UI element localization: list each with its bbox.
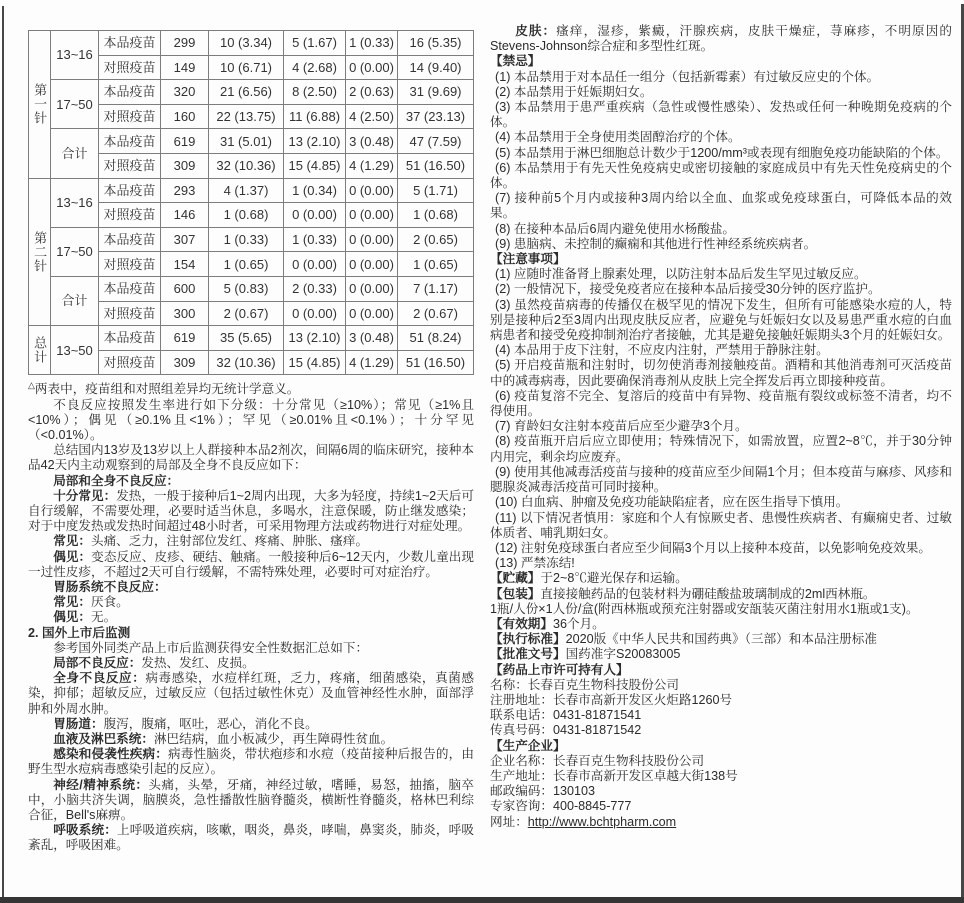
paragraph-text: (13) 严禁冻结! bbox=[495, 556, 575, 571]
paragraph-text: 瘙痒，湿疹，紫癜，汗腺疾病，皮肤干燥症，荨麻疹，不明原因的Stevens-Johnson综合症和多型性红斑。 bbox=[490, 24, 953, 54]
paragraph bbox=[28, 595, 474, 610]
table-cell: 13~50 bbox=[51, 326, 99, 375]
paragraph-text: 直接接触药品的包装材料为硼硅酸盐玻璃制成的2ml西林瓶。 bbox=[540, 586, 876, 601]
table-cell: 15 (4.85) bbox=[284, 350, 346, 375]
paragraph bbox=[490, 85, 952, 100]
table-cell: 1 (0.34) bbox=[284, 178, 346, 203]
paragraph-text: 于2~8℃避光保存和运输。 bbox=[540, 571, 688, 586]
section-heading bbox=[490, 739, 952, 754]
table-cell: 本品疫苗 bbox=[99, 227, 161, 252]
paragraph bbox=[28, 641, 474, 656]
table-cell: 51 (16.50) bbox=[398, 350, 474, 375]
table-cell: 22 (13.75) bbox=[209, 104, 284, 129]
paragraph bbox=[28, 671, 474, 717]
adverse-table-body bbox=[29, 31, 474, 375]
table-row bbox=[29, 276, 474, 301]
table-cell: 对照疫苗 bbox=[99, 301, 161, 326]
paragraph bbox=[28, 534, 474, 549]
table-cell: 0 (0.00) bbox=[346, 276, 398, 301]
table-cell: 21 (6.56) bbox=[209, 80, 284, 105]
paragraph bbox=[490, 161, 952, 191]
paragraph bbox=[490, 358, 952, 388]
table-cell: 1 (0.33) bbox=[284, 227, 346, 252]
paragraph bbox=[490, 343, 952, 358]
paragraph-text: 头痛、乏力，注射部位发红、疼痛、肿胀、瘙痒。 bbox=[90, 534, 369, 549]
paragraph bbox=[490, 799, 952, 814]
table-row bbox=[29, 227, 474, 252]
paragraph bbox=[490, 723, 952, 738]
section-heading bbox=[490, 54, 952, 69]
paragraph-text: (12) 注射免疫球蛋白者应至少间隔3个月以上接种本疫苗，以免影响免疫效果。 bbox=[495, 540, 931, 555]
footnote-marker: △ bbox=[28, 380, 35, 391]
paragraph-text: (7) 育龄妇女注射本疫苗后应至少避孕3个月。 bbox=[495, 419, 748, 434]
table-cell: 320 bbox=[161, 80, 209, 105]
paragraph bbox=[28, 474, 474, 489]
table-cell: 本品疫苗 bbox=[99, 178, 161, 203]
table-cell: 32 (10.36) bbox=[209, 153, 284, 178]
table-cell: 4 (1.37) bbox=[209, 178, 284, 203]
table-cell: 32 (10.36) bbox=[209, 350, 284, 375]
table-cell: 第一针 bbox=[29, 31, 51, 179]
paragraph bbox=[490, 222, 952, 237]
paragraph bbox=[490, 389, 952, 419]
table-cell: 总计 bbox=[29, 326, 51, 375]
paragraph-text: (3) 虽然疫苗病毒的传播仅在极罕见的情况下发生，但所有可能感染水痘的人，特别是接种后2至3周内出现皮肤反应者，应避免与妊娠妇女以及易患严重水痘的白血病患者和接受免疫抑制剂治疗者接触，尤其是避免接触妊娠期头3个月的妊娠妇女。 bbox=[490, 297, 952, 343]
paragraph-text: http://www.bchtpharm.com bbox=[527, 814, 677, 829]
paragraph-text: 淋巴结病，血小板减少，再生障碍性贫血。 bbox=[153, 731, 394, 746]
paragraph bbox=[28, 580, 474, 595]
section-heading bbox=[28, 626, 474, 641]
paragraph-label: 常见： bbox=[53, 595, 91, 610]
paragraph-text: 病毒性脑炎，带状疱疹和水痘（疫苗接种后报告的，由野生型水痘病毒感染引起的反应）。 bbox=[28, 747, 475, 777]
paragraph-label: 【执行标准】 bbox=[490, 632, 566, 647]
paragraph bbox=[490, 130, 952, 145]
table-cell: 600 bbox=[161, 276, 209, 301]
table-cell: 第二针 bbox=[29, 178, 51, 326]
paragraph-label: 【生产企业】 bbox=[490, 738, 566, 753]
table-cell: 0 (0.00) bbox=[346, 55, 398, 80]
paragraph bbox=[490, 237, 952, 252]
table-cell: 47 (7.59) bbox=[398, 129, 474, 154]
paragraph-label: 【禁忌】 bbox=[490, 54, 541, 69]
paragraph bbox=[490, 70, 952, 85]
paragraph bbox=[28, 398, 474, 444]
table-cell: 合计 bbox=[51, 276, 99, 325]
paragraph-text: (1) 本品禁用于对本品任一组分（包括新霉素）有过敏反应史的个体。 bbox=[495, 69, 880, 84]
table-cell: 10 (3.34) bbox=[209, 31, 284, 56]
paragraph bbox=[490, 282, 952, 297]
paragraph bbox=[490, 632, 952, 647]
paragraph-text: (4) 本品用于皮下注射，不应皮内注射，严禁用于静脉注射。 bbox=[495, 343, 829, 358]
table-cell: 149 bbox=[161, 55, 209, 80]
table-cell: 本品疫苗 bbox=[99, 129, 161, 154]
paragraph bbox=[490, 693, 952, 708]
table-cell: 13~16 bbox=[51, 31, 99, 80]
table-cell: 17~50 bbox=[51, 227, 99, 276]
table-cell: 1 (0.68) bbox=[398, 203, 474, 228]
table-cell: 14 (9.40) bbox=[398, 55, 474, 80]
right-column bbox=[490, 24, 952, 830]
table-cell: 13 (2.10) bbox=[284, 129, 346, 154]
paragraph bbox=[490, 298, 952, 344]
table-cell: 3 (0.48) bbox=[346, 129, 398, 154]
table-row bbox=[29, 178, 474, 203]
table-cell: 10 (6.71) bbox=[209, 55, 284, 80]
table-cell: 2 (0.33) bbox=[284, 276, 346, 301]
paragraph-text: (2) 本品禁用于妊娠期妇女。 bbox=[495, 84, 653, 99]
table-cell: 37 (23.13) bbox=[398, 104, 474, 129]
left-column bbox=[28, 30, 474, 854]
table-cell: 5 (0.83) bbox=[209, 276, 284, 301]
table-cell: 13 (2.10) bbox=[284, 326, 346, 351]
table-cell: 0 (0.00) bbox=[284, 203, 346, 228]
table-cell: 1 (0.33) bbox=[209, 227, 284, 252]
page-edge-bottom bbox=[0, 897, 964, 903]
table-cell: 0 (0.00) bbox=[346, 203, 398, 228]
paragraph bbox=[28, 823, 474, 853]
section-heading bbox=[490, 252, 952, 267]
paragraph-text: 上呼吸道疾病，咳嗽，咽炎，鼻炎，哮喘，鼻窦炎，肺炎，呼吸紊乱，呼吸困难。 bbox=[28, 823, 475, 853]
paragraph-label: 局部和全身不良反应： bbox=[53, 473, 180, 488]
table-cell: 11 (6.88) bbox=[284, 104, 346, 129]
paragraph-text: 两表中，疫苗组和对照组差异均无统计学意义。 bbox=[34, 382, 300, 397]
paragraph-label: 胃肠系统不良反应： bbox=[53, 579, 167, 594]
paragraph-text: (4) 本品禁用于全身使用类固醇治疗的个体。 bbox=[495, 130, 741, 145]
paragraph bbox=[490, 708, 952, 723]
paragraph-text: 发热、发红、皮损。 bbox=[141, 655, 255, 670]
paragraph-text: (5) 开启疫苗瓶和注射时，切勿使消毒剂接触疫苗。酒精和其他消毒剂可灭活疫苗中的减毒病毒，因此要确保消毒剂从皮肤上完全挥发后再立即接种疫苗。 bbox=[490, 358, 952, 388]
table-cell: 5 (1.67) bbox=[284, 31, 346, 56]
table-row bbox=[29, 80, 474, 105]
paragraph-text: (8) 在接种本品后6周内避免使用水杨酸盐。 bbox=[495, 221, 736, 236]
paragraph-text: 名称：长春百克生物科技股份公司 bbox=[490, 677, 679, 692]
paragraph-label: 偶见： bbox=[53, 610, 91, 625]
adverse-reactions-table bbox=[28, 30, 474, 375]
paragraph-text: 1瓶/人份×1人份/盒(附西林瓶或预充注射器或安瓿装灭菌注射用水1瓶或1支)。 bbox=[490, 601, 919, 616]
paragraph-text: (9) 使用其他减毒活疫苗与接种的疫苗应至少间隔1个月；但本疫苗与麻疹、风疹和腮腺炎减毒活疫苗可同时接种。 bbox=[490, 464, 952, 495]
table-cell: 0 (0.00) bbox=[346, 301, 398, 326]
table-cell: 4 (2.68) bbox=[284, 55, 346, 80]
paragraph-text: 注册地址：长春市高新开发区火炬路1260号 bbox=[490, 692, 733, 707]
table-cell: 31 (9.69) bbox=[398, 80, 474, 105]
paragraph-label: 感染和侵袭性疾病： bbox=[53, 747, 168, 762]
paragraph-text: (11) 以下情况者慎用：家庭和个人有惊厥史者、患慢性疾病者、有癫痫史者、过敏体质者、哺乳期妇女。 bbox=[490, 510, 952, 540]
table-cell: 51 (16.50) bbox=[398, 153, 474, 178]
paragraph-label: 【药品上市许可持有人】 bbox=[490, 662, 629, 677]
paragraph bbox=[490, 419, 952, 434]
paragraph-label: 【贮藏】 bbox=[490, 571, 541, 586]
paragraph bbox=[490, 571, 952, 586]
table-cell: 2 (0.65) bbox=[398, 227, 474, 252]
paragraph bbox=[490, 511, 952, 541]
paragraph-text: (6) 疫苗复溶不完全、复溶后的疫苗中有异物、疫苗瓶有裂纹或标签不清者，均不得使用。 bbox=[490, 388, 952, 419]
website-line bbox=[490, 815, 952, 830]
paragraph-text: (9) 患脑病、未控制的癫痫和其他进行性神经系统疾病者。 bbox=[495, 236, 817, 251]
paragraph-label: 局部不良反应： bbox=[53, 655, 142, 670]
paragraph bbox=[490, 617, 952, 632]
table-cell: 4 (1.29) bbox=[346, 153, 398, 178]
table-cell: 1 (0.65) bbox=[209, 252, 284, 277]
paragraph-label: 皮肤： bbox=[515, 24, 557, 38]
table-cell: 300 bbox=[161, 301, 209, 326]
table-cell: 309 bbox=[161, 350, 209, 375]
paragraph-text: 生产地址：长春市高新开发区卓越大街138号 bbox=[490, 768, 738, 783]
table-cell: 1 (0.65) bbox=[398, 252, 474, 277]
paragraph-text: 无。 bbox=[90, 610, 117, 625]
table-cell: 4 (1.29) bbox=[346, 350, 398, 375]
paragraph-label: 十分常见： bbox=[53, 488, 117, 503]
footnote bbox=[28, 382, 474, 397]
paragraph-label: 偶见： bbox=[53, 549, 92, 564]
paragraph bbox=[28, 717, 474, 732]
table-cell: 146 bbox=[161, 203, 209, 228]
paragraph-text: 不良反应按照发生率进行如下分级：十分常见（≥10%）；常见（≥1%且<10%）；偶见（≥0.1%且<1%）；罕见（≥0.01%且<0.1%）；十分罕见（<0.01%）。 bbox=[28, 397, 474, 442]
paragraph-label: 血液及淋巴系统： bbox=[53, 731, 154, 746]
table-cell: 51 (8.24) bbox=[398, 326, 474, 351]
paragraph-text: 企业名称：长春百克生物科技股份公司 bbox=[490, 753, 705, 768]
paragraph-text: (5) 本品禁用于淋巴细胞总计数少于1200/mm³或表现有细胞免疫功能缺陷的个体。 bbox=[495, 145, 949, 160]
paragraph bbox=[28, 610, 474, 625]
paragraph bbox=[490, 100, 952, 130]
paragraph bbox=[490, 647, 952, 662]
paragraph bbox=[490, 556, 952, 571]
table-cell: 154 bbox=[161, 252, 209, 277]
paragraph-text: 传真号码：0431-81871542 bbox=[490, 723, 642, 738]
table-cell: 合计 bbox=[51, 129, 99, 178]
table-cell: 5 (1.71) bbox=[398, 178, 474, 203]
paragraph-label: 2. 国外上市后监测 bbox=[28, 625, 131, 640]
paragraph-text: 变态反应、皮疹、硬结、触痛。一般接种后6~12天内，少数儿童出现一过性皮疹，不超过2天可自行缓解，不需特殊处理，必要时可对症治疗。 bbox=[28, 549, 474, 579]
table-cell: 0 (0.00) bbox=[346, 178, 398, 203]
table-cell: 对照疫苗 bbox=[99, 252, 161, 277]
table-cell: 0 (0.00) bbox=[284, 301, 346, 326]
paragraph-text: 发热，一般于接种后1~2周内出现，大多为轻度，持续1~2天后可自行缓解，不需要处理，必要时适当休息，多喝水，注意保暖，防止继发感染；对于中度发热或发热时间超过48小时者，可采用物理方法或药物进行对症处理。 bbox=[28, 488, 474, 534]
paragraph-text: 36个月。 bbox=[552, 616, 605, 631]
paragraph-text: 头痛，头晕，牙痛，神经过敏，嗜睡，易怒，抽搐，脑卒中，小脑共济失调，脑膜炎，急性播散性脑脊髓炎，横断性脊髓炎，格林巴利综合征，Bell's麻痹。 bbox=[28, 777, 474, 822]
table-cell: 2 (0.67) bbox=[398, 301, 474, 326]
table-cell: 16 (5.35) bbox=[398, 31, 474, 56]
table-cell: 4 (2.50) bbox=[346, 104, 398, 129]
paragraph bbox=[490, 587, 952, 602]
paragraph-text: (7) 接种前5个月内或接种3周内给以全血、血浆或免疫球蛋白，可降低本品的效果。 bbox=[490, 191, 952, 221]
paragraph bbox=[490, 434, 952, 464]
paragraph bbox=[490, 784, 952, 799]
paragraph bbox=[28, 732, 474, 747]
table-cell: 31 (5.01) bbox=[209, 129, 284, 154]
table-cell: 对照疫苗 bbox=[99, 350, 161, 375]
table-cell: 对照疫苗 bbox=[99, 55, 161, 80]
table-cell: 0 (0.00) bbox=[346, 227, 398, 252]
paragraph-text: 2020版《中华人民共和国药典》（三部）和本品注册标准 bbox=[565, 632, 877, 647]
paragraph bbox=[28, 443, 474, 473]
paragraph bbox=[490, 24, 952, 54]
table-cell: 对照疫苗 bbox=[99, 104, 161, 129]
table-cell: 307 bbox=[161, 227, 209, 252]
table-cell: 对照疫苗 bbox=[99, 203, 161, 228]
left-paragraphs bbox=[28, 382, 474, 853]
page-edge-left bbox=[2, 6, 4, 899]
paragraph-text: 专家咨询：400-8845-777 bbox=[490, 799, 632, 814]
paragraph-label: 【包装】 bbox=[490, 586, 541, 601]
paragraph-label: 呼吸系统： bbox=[53, 823, 117, 838]
table-cell: 17~50 bbox=[51, 80, 99, 129]
paragraph bbox=[490, 465, 952, 495]
paragraph bbox=[490, 541, 952, 556]
table-cell: 2 (0.67) bbox=[209, 301, 284, 326]
paragraph bbox=[490, 495, 952, 510]
paragraph-text: (1) 应随时准备肾上腺素处理，以防注射本品后发生罕见过敏反应。 bbox=[495, 267, 867, 282]
paragraph-text: 病毒感染，水痘样红斑，乏力，疼痛，细菌感染，真菌感染，抑郁；超敏反应，过敏反应（包括过敏性休克）及血管神经性水肿，面部浮肿和外周水肿。 bbox=[28, 671, 475, 716]
table-cell: 0 (0.00) bbox=[284, 252, 346, 277]
paragraph-label: 网址： bbox=[490, 814, 528, 829]
paragraph-text: (10) 白血病、肿瘤及免疫功能缺陷症者，应在医生指导下慎用。 bbox=[495, 495, 849, 510]
table-cell: 本品疫苗 bbox=[99, 326, 161, 351]
paragraph-text: 参考国外同类产品上市后监测获得安全性数据汇总如下： bbox=[53, 640, 369, 655]
paragraph-text: (2) 一般情况下，接受免疫者应在接种本品后接受30分钟的医疗监护。 bbox=[495, 282, 881, 297]
table-cell: 35 (5.65) bbox=[209, 326, 284, 351]
paragraph-label: 【注意事项】 bbox=[490, 252, 566, 267]
paragraph-text: 腹泻，腹痛，呕吐，恶心，消化不良。 bbox=[103, 716, 318, 731]
paragraph-text: (3) 本品禁用于患严重疾病（急性或慢性感染）、发热或任何一种晚期免疫病的个体。 bbox=[490, 100, 952, 130]
table-cell: 1 (0.68) bbox=[209, 203, 284, 228]
paragraph bbox=[28, 656, 474, 671]
paragraph-text: (8) 疫苗瓶开启后应立即使用；特殊情况下，如需放置，应置2~8℃，并于30分钟内用完，剩余均应废弃。 bbox=[490, 434, 952, 464]
table-cell: 本品疫苗 bbox=[99, 276, 161, 301]
table-cell: 1 (0.33) bbox=[346, 31, 398, 56]
paragraph-label: 胃肠道： bbox=[53, 716, 104, 731]
paragraph bbox=[490, 754, 952, 769]
paragraph-text: 邮政编码：130103 bbox=[490, 784, 595, 799]
table-cell: 2 (0.63) bbox=[346, 80, 398, 105]
paragraph bbox=[490, 678, 952, 693]
paragraph bbox=[490, 267, 952, 282]
paragraph-label: 神经/精神系统： bbox=[53, 777, 149, 792]
table-cell: 299 bbox=[161, 31, 209, 56]
table-cell: 本品疫苗 bbox=[99, 80, 161, 105]
paragraph bbox=[490, 191, 952, 221]
paragraph bbox=[490, 602, 952, 617]
table-cell: 619 bbox=[161, 326, 209, 351]
table-row bbox=[29, 326, 474, 351]
table-cell: 本品疫苗 bbox=[99, 31, 161, 56]
paragraph-text: 厌食。 bbox=[90, 595, 129, 610]
paragraph bbox=[490, 769, 952, 784]
table-cell: 293 bbox=[161, 178, 209, 203]
table-cell: 13~16 bbox=[51, 178, 99, 227]
paragraph bbox=[490, 146, 952, 161]
table-row bbox=[29, 31, 474, 56]
paragraph bbox=[28, 489, 474, 535]
paragraph-label: 常见： bbox=[53, 534, 91, 549]
paragraph-text: (6) 本品禁用于有先天性免疫病史或密切接触的家庭成员中有先天性免疫病史的个体。 bbox=[490, 160, 952, 191]
table-cell: 309 bbox=[161, 153, 209, 178]
table-cell: 160 bbox=[161, 104, 209, 129]
paragraph-text: 联系电话：0431-81871541 bbox=[490, 708, 642, 723]
table-cell: 3 (0.48) bbox=[346, 326, 398, 351]
table-cell: 0 (0.00) bbox=[346, 252, 398, 277]
table-cell: 对照疫苗 bbox=[99, 153, 161, 178]
paragraph bbox=[28, 550, 474, 580]
paragraph-label: 【批准文号】 bbox=[490, 647, 566, 662]
paragraph bbox=[28, 747, 474, 777]
table-row bbox=[29, 129, 474, 154]
table-cell: 619 bbox=[161, 129, 209, 154]
table-cell: 15 (4.85) bbox=[284, 153, 346, 178]
paragraph-label: 全身不良反应： bbox=[53, 671, 146, 686]
paragraph-label: 【有效期】 bbox=[490, 616, 553, 631]
paragraph-text: 总结国内13岁及13岁以上人群接种本品2剂次，间隔6周的临床研究，接种本品42天内主动观察到的局部及全身不良反应如下： bbox=[28, 443, 474, 473]
table-cell: 8 (2.50) bbox=[284, 80, 346, 105]
section-heading bbox=[490, 663, 952, 678]
table-cell: 7 (1.17) bbox=[398, 276, 474, 301]
paragraph bbox=[28, 778, 474, 824]
paragraph-text: 国药准字S20083005 bbox=[565, 647, 681, 662]
